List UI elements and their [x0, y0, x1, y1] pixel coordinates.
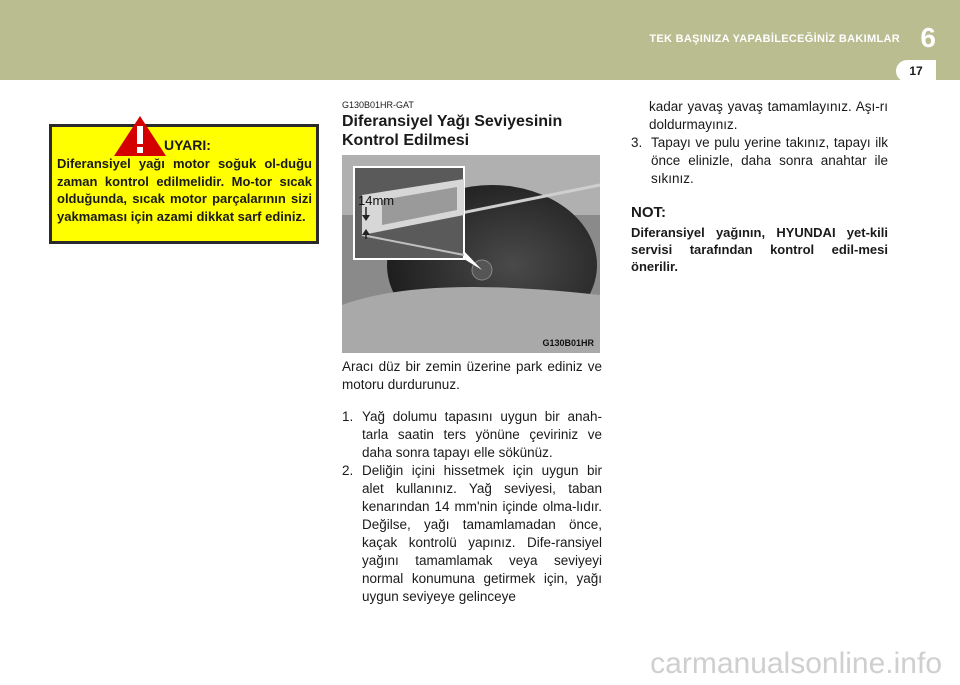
list-item: [342, 462, 602, 606]
intro-text: Aracı düz bir zemin üzerine park ediniz ve motoru durdurunuz.: [342, 359, 602, 392]
step-number: 2.: [342, 463, 354, 478]
watermark: carmanualsonline.info: [650, 647, 942, 680]
list-item: [618, 134, 888, 188]
chapter-number: 6: [920, 22, 936, 53]
note-title: NOT:: [631, 204, 666, 221]
step-text: Deliğin içini hissetmek için uygun bir alet kullanınız. Yağ seviyesi, taban kenarından 14 mm'nin içinde olma-lıdır. Değilse, yağı tamamlamadan önce, kaçak kontrolü yapınız. Dife-ransiyel yağını tamamlamak veya seviyeyi normal konumuna getirmek için, yağı uygun seviyeye gelinceye: [362, 463, 602, 604]
section-code: G130B01HR-GAT: [342, 100, 414, 110]
section-title-line2: Kontrol Edilmesi: [342, 132, 470, 149]
step-number: 3.: [631, 135, 643, 150]
warning-text: Diferansiyel yağı motor soğuk ol-duğu zaman kontrol edilmelidir. Mo-tor sıcak olduğunda, sıcak motor parçalarının sizi yakmaması için azami dikkat sarf ediniz.: [57, 156, 312, 224]
section-title-line1: Diferansiyel Yağı Seviyesinin: [342, 113, 563, 130]
page-number: 17: [896, 60, 936, 82]
step-text: Yağ dolumu tapasını uygun bir anah-tarla saatin ters yönüne çeviriniz ve daha sonra tapayı elle sökünüz.: [362, 409, 602, 460]
note-text: Diferansiyel yağının, HYUNDAI yet-kili servisi tarafından kontrol edil-mesi önerilir.: [631, 225, 888, 274]
chapter-title: TEK BAŞINIZA YAPABİLECEĞİNİZ BAKIMLAR: [649, 33, 900, 45]
right-column: [618, 98, 888, 275]
step2-continuation: kadar yavaş yavaş tamamlayınız. Aşı-rı doldurmayınız.: [649, 99, 888, 132]
differential-illustration: [342, 155, 600, 353]
section-header: [342, 100, 602, 150]
step-number: 1.: [342, 409, 354, 424]
figure-label: 14mm: [358, 193, 395, 208]
header-band: [0, 0, 960, 80]
differential-photo: [342, 155, 600, 353]
warning-triangle-icon: [112, 114, 168, 158]
warning-box: [49, 124, 319, 244]
figure-caption: G130B01HR: [542, 338, 594, 348]
warning-title: UYARI:: [164, 137, 211, 153]
step-text: Tapayı ve pulu yerine takınız, tapayı ilk önce elinizle, daha sonra anahtar ile sıkınız.: [651, 135, 888, 186]
step-list: [342, 408, 602, 606]
list-item: [342, 408, 602, 462]
